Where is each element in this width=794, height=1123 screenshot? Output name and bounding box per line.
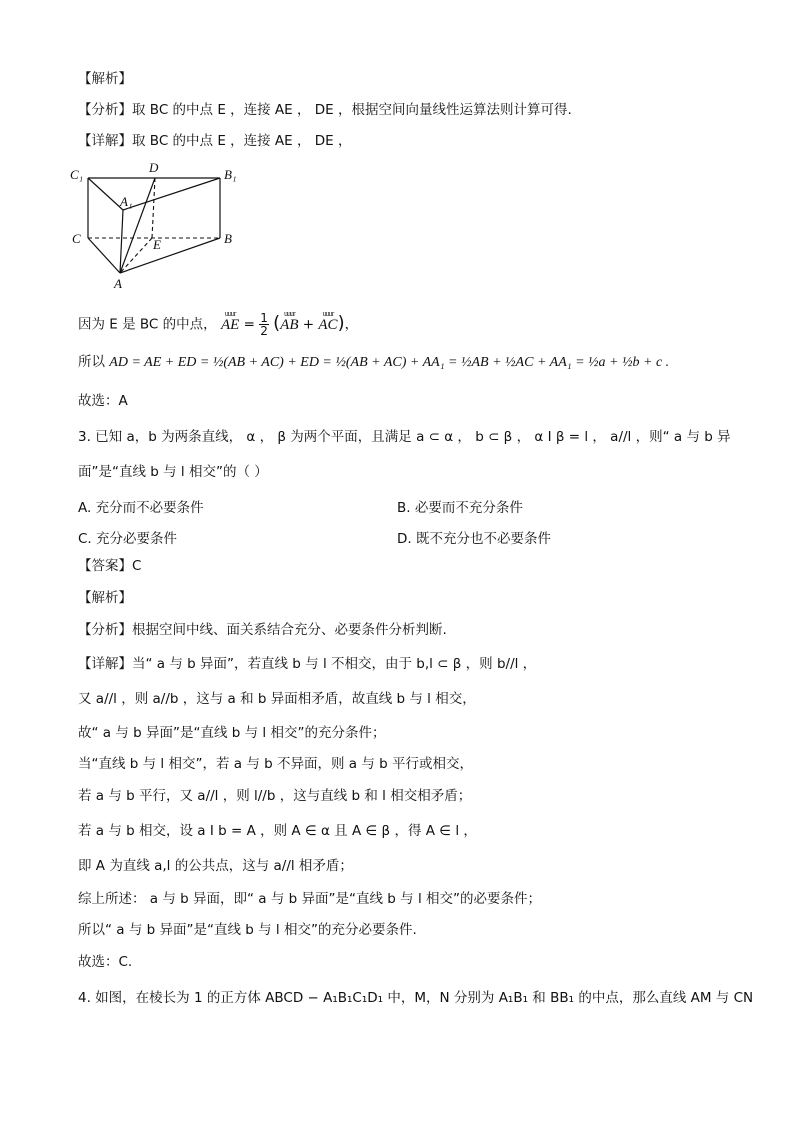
- because-line: 因为 E 是 BC 的中点， uuur AE = $\frac{1}{2}$ ( uuur AB + uuur AC)，: [78, 308, 359, 338]
- detail-line-2: 又 a//l ，则 a//b ，这与 a 和 b 异面相矛盾，故直线 b 与 l 相交，: [78, 691, 476, 707]
- detail-line-5: 若 a 与 b 平行，又 a//l ，则 l//b ，这与直线 b 和 l 相交相矛盾；: [78, 788, 472, 804]
- question-3-line-2: 面”是“直线 b 与 l 相交”的（ ）: [78, 464, 268, 480]
- vec-AB: uuur AB: [280, 308, 299, 333]
- answer-line: 【答案】C: [78, 558, 142, 574]
- detail-line-4: 当“直线 b 与 l 相交”，若 a 与 b 不异面，则 a 与 b 平行或相交，: [78, 756, 473, 772]
- equals: =: [243, 316, 255, 333]
- analysis-summary-1: 【分析】取 BC 的中点 E ，连接 AE ， DE ，根据空间向量线性运算法则计算可得.: [78, 102, 572, 118]
- detail-intro-1: 【详解】取 BC 的中点 E ，连接 AE ， DE ，: [78, 133, 352, 149]
- detail-line-8: 综上所述： a 与 b 异面，即“ a 与 b 异面”是“直线 b 与 l 相交”的必要条件；: [78, 891, 541, 907]
- detail-line-6: 若 a 与 b 相交，设 a I b = A ，则 A ∈ α 且 A ∈ β ，得 A ∈ l ，: [78, 823, 477, 839]
- option-C: C. 充分必要条件: [78, 531, 178, 547]
- because-text: 因为 E 是 BC 的中点，: [78, 316, 217, 333]
- label-B1: B₁: [224, 167, 237, 182]
- prism-figure: [68, 160, 248, 292]
- detail-line-1: 【详解】当“ a 与 b 异面”，若直线 b 与 l 不相交，由于 b,l ⊂ β ，则 b//l ，: [78, 656, 537, 672]
- detail-line-9: 所以“ a 与 b 异面”是“直线 b 与 l 相交”的充分必要条件.: [78, 922, 417, 938]
- question-4-line-1: 4. 如图，在棱长为 1 的正方体 ABCD − A₁B₁C₁D₁ 中，M，N 分别为 A₁B₁ 和 BB₁ 的中点，那么直线 AM 与 CN: [78, 990, 754, 1006]
- option-A: A. 充分而不必要条件: [78, 500, 204, 516]
- therefore-line: [78, 353, 669, 372]
- formula-2: AD = AE + ED = ½(AB + AC) + ED = ½(AB + AC) + AA₁ = ½AB + ½AC + AA₁ = ½a + ½b + c .: [109, 355, 670, 370]
- label-B: B: [224, 231, 232, 246]
- vec-AE: uuur AE: [220, 308, 240, 333]
- detail-line-3: 故“ a 与 b 异面”是“直线 b 与 l 相交”的充分条件；: [78, 725, 386, 741]
- option-B: B. 必要而不充分条件: [397, 500, 523, 516]
- therefore-text: 所以: [78, 354, 105, 370]
- label-E: E: [153, 237, 161, 252]
- label-C: C: [72, 231, 81, 246]
- choose-answer-2: 故选：C.: [78, 954, 133, 970]
- analysis-heading-2: 【解析】: [78, 590, 132, 606]
- analysis-summary-2: 【分析】根据空间中线、面关系结合充分、必要条件分析判断.: [78, 622, 447, 638]
- question-3-line-1: 3. 已知 a，b 为两条直线， α ， β 为两个平面，且满足 a ⊂ α ， b ⊂ β ， α I β = l ， a//l ，则“ a 与 b 异: [78, 429, 731, 445]
- choose-answer-1: 故选：A: [78, 393, 128, 409]
- label-D: D: [149, 160, 159, 175]
- label-A: A: [114, 276, 122, 291]
- fraction-half: $\frac{1}{2}$: [260, 311, 268, 338]
- option-D: D. 既不充分也不必要条件: [397, 531, 551, 547]
- label-C1: C₁: [70, 167, 84, 182]
- vec-AC: uuur AC: [318, 308, 338, 333]
- analysis-heading-1: 【解析】: [78, 71, 132, 87]
- label-A1: A₁: [120, 194, 133, 209]
- detail-line-7: 即 A 为直线 a,l 的公共点，这与 a//l 相矛盾；: [78, 858, 353, 874]
